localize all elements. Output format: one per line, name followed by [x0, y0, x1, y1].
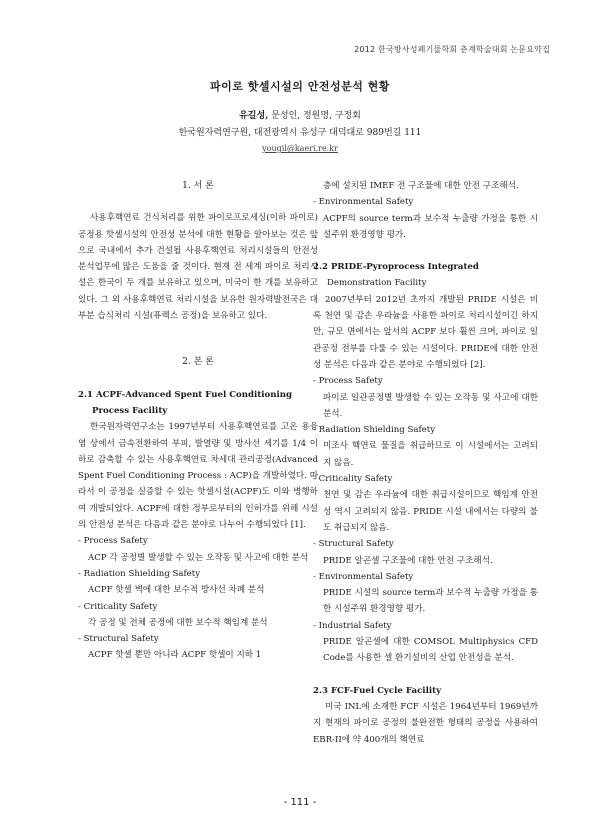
list-item-body: ACP 각 공정별 발생할 수 있는 오작동 및 사고에 대한 분석 — [88, 552, 309, 563]
list-item-body-continued: ACPF 핫셀 뿐만 아니라 ACPF 핫셀이 지하 1 — [88, 650, 262, 661]
list-item-head: - Criticality Safety — [313, 474, 393, 485]
list-item-head: - Environmental Safety — [313, 197, 414, 208]
list-item-head: - Criticality Safety — [78, 601, 158, 612]
list-item-body: 미조사 핵연료 물질을 취급하므로 이 시설에서는 고려되지 않음. — [323, 441, 538, 468]
acpf-safety-list — [78, 533, 318, 663]
subsection-title-pride-line2 — [313, 275, 538, 291]
subsection-title-line2: Demonstration Facility — [327, 278, 427, 289]
author-line — [0, 108, 600, 121]
subsection-title-pride — [313, 259, 538, 275]
section-title-body: 2. 본 론 — [182, 357, 214, 368]
list-item-body: 천연 및 감손 우라늄에 대한 취급시설이므로 핵임계 안전성 역시 고려되지 않음. PRIDE 시설 내에서는 다량의 불도 취급되지 않음. — [323, 490, 538, 533]
acpf-paragraph: 한국원자력연구소는 1997년부터 사용후핵연료를 고온 용융염 상에서 금속전환하여 부피, 발열량 및 방사선 세기를 1/4 이하로 감축할 수 있는 사용후핵연료 차세대 관리공정(Advanced Spent Fuel Conditioning Process : ACP)을 개발하였다. 따라서 이 공정을 실증할 수 있는 핫셀시설(ACPF)도 이와 병행하여 개발되었다. ACPF에 대한 정부로부터의 인허가를 위해 시설의 안전성 분석은 다음과 같은 분야로 나누어 수행되었다 [1]. — [78, 422, 318, 531]
list-item-body: 파이로 일관공정별 발생할 수 있는 오작동 및 사고에 대한 분석. — [323, 392, 538, 419]
list-item-body: PRIDE 알곤셀 구조물에 대한 안전 구조해석. — [323, 555, 493, 566]
pride-safety-list — [313, 373, 538, 666]
subsection-title-line1: 2.1 ACPF-Advanced Spent Fuel Conditioning — [78, 389, 293, 400]
pride-paragraph: 2007년부터 2012년 초까지 개발된 PRIDE 시설은 비록 천연 및 감손 우라늄을 사용한 파이로 처리시설이긴 하지만, 규모 면에서는 앞서의 ACPF 보다 훨씬 크며, 파이로 일관공정 전부를 다룰 수 있는 시설이다. PRIDE에 대한 안전성 분석은 다음과 같은 분야로 수행되었다 [2]. — [313, 294, 538, 370]
subsection-title-acpf — [78, 387, 318, 420]
left-column — [78, 178, 318, 664]
co-authors: 문성인, 정원명, 구정회 — [268, 111, 361, 121]
subsection-title-line1: 2.2 PRIDE-Pyroprocess Integrated — [313, 262, 479, 273]
intro-paragraph: 사용후핵연료 건식처리를 위한 파이로프로세싱(이하 파이로) 공정용 핫셀시설의 안전성 분석에 대한 현황을 알아보는 것은 앞으로 국내에서 추가 건설될 사용후핵연료 처리시설들의 안전성 분석업무에 많은 도움을 줄 것이다. 현재 전 세계 파이로 처리시설은 한국이 두 개를 보유하고 있으며, 미국이 한 개를 보유하고 있다. 그 외 사용후핵연료 처리시설을 보유한 원자력발전국은 대부분 습식처리 시설(퓨렉스 공정)을 보유하고 있다. — [78, 213, 318, 322]
list-item-head: - Environmental Safety — [313, 571, 414, 582]
list-item-head: - Structural Safety — [313, 539, 394, 550]
list-item-body: 각 공정 및 전체 공정에 대한 보수적 핵임계 분석 — [88, 617, 268, 628]
title-block — [0, 78, 600, 153]
list-item-head: - Process Safety — [313, 376, 383, 387]
list-item-body-continuation: 층에 설치된 IMEF 전 구조물에 대한 안전 구조해석. — [323, 181, 519, 191]
paper-title: 파이로 핫셀시설의 안전성분석 현황 — [210, 80, 390, 93]
section-title-intro: 1. 서 론 — [182, 181, 214, 191]
fcf-paragraph: 미국 INL에 소재한 FCF 시설은 1964년부터 1969년까지 현재의 파이로 공정의 불완전한 형태의 공정을 사용하여 EBR-II에 약 400개의 핵연료 — [313, 701, 538, 745]
subsection-title-fcf: 2.3 FCF-Fuel Cycle Facility — [313, 685, 442, 696]
list-item-head: - Structural Safety — [78, 634, 159, 645]
list-item-head: - Radiation Shielding Safety — [313, 425, 436, 436]
list-item-body: PRIDE 알곤셀에 대한 COMSOL Multiphysics CFD Code를 사용한 셀 환기설비의 산업 안전성을 분석. — [323, 637, 538, 664]
list-item-body: PRIDE 시설의 source term과 보수적 누출량 가정을 통한 시설주위 환경영향 평가. — [323, 588, 538, 615]
page-number: - 111 - — [283, 797, 317, 808]
affiliation: 한국원자력연구원, 대전광역시 유성구 대덕대로 989번길 111 — [178, 128, 422, 138]
email-link[interactable]: yougil@kaeri.re.kr — [262, 144, 338, 153]
list-item-head: - Radiation Shielding Safety — [78, 568, 201, 579]
right-column — [313, 178, 538, 748]
lead-author: 유길성, — [239, 111, 269, 121]
running-header: 2012 한국방사성폐기물학회 춘계학술대회 논문요약집 — [354, 45, 550, 54]
subsection-title-line2: Process Facility — [92, 405, 168, 416]
list-item-body: ACPF의 source term과 보수적 누출량 가정을 통한 시설주위 환경영향 평가. — [323, 213, 538, 240]
list-item-head: - Process Safety — [78, 536, 148, 547]
list-item-head: - Industrial Safety — [313, 620, 392, 631]
list-item-body: ACPF 핫셀 벽에 대한 보수적 방사선 차폐 분석 — [88, 585, 265, 596]
